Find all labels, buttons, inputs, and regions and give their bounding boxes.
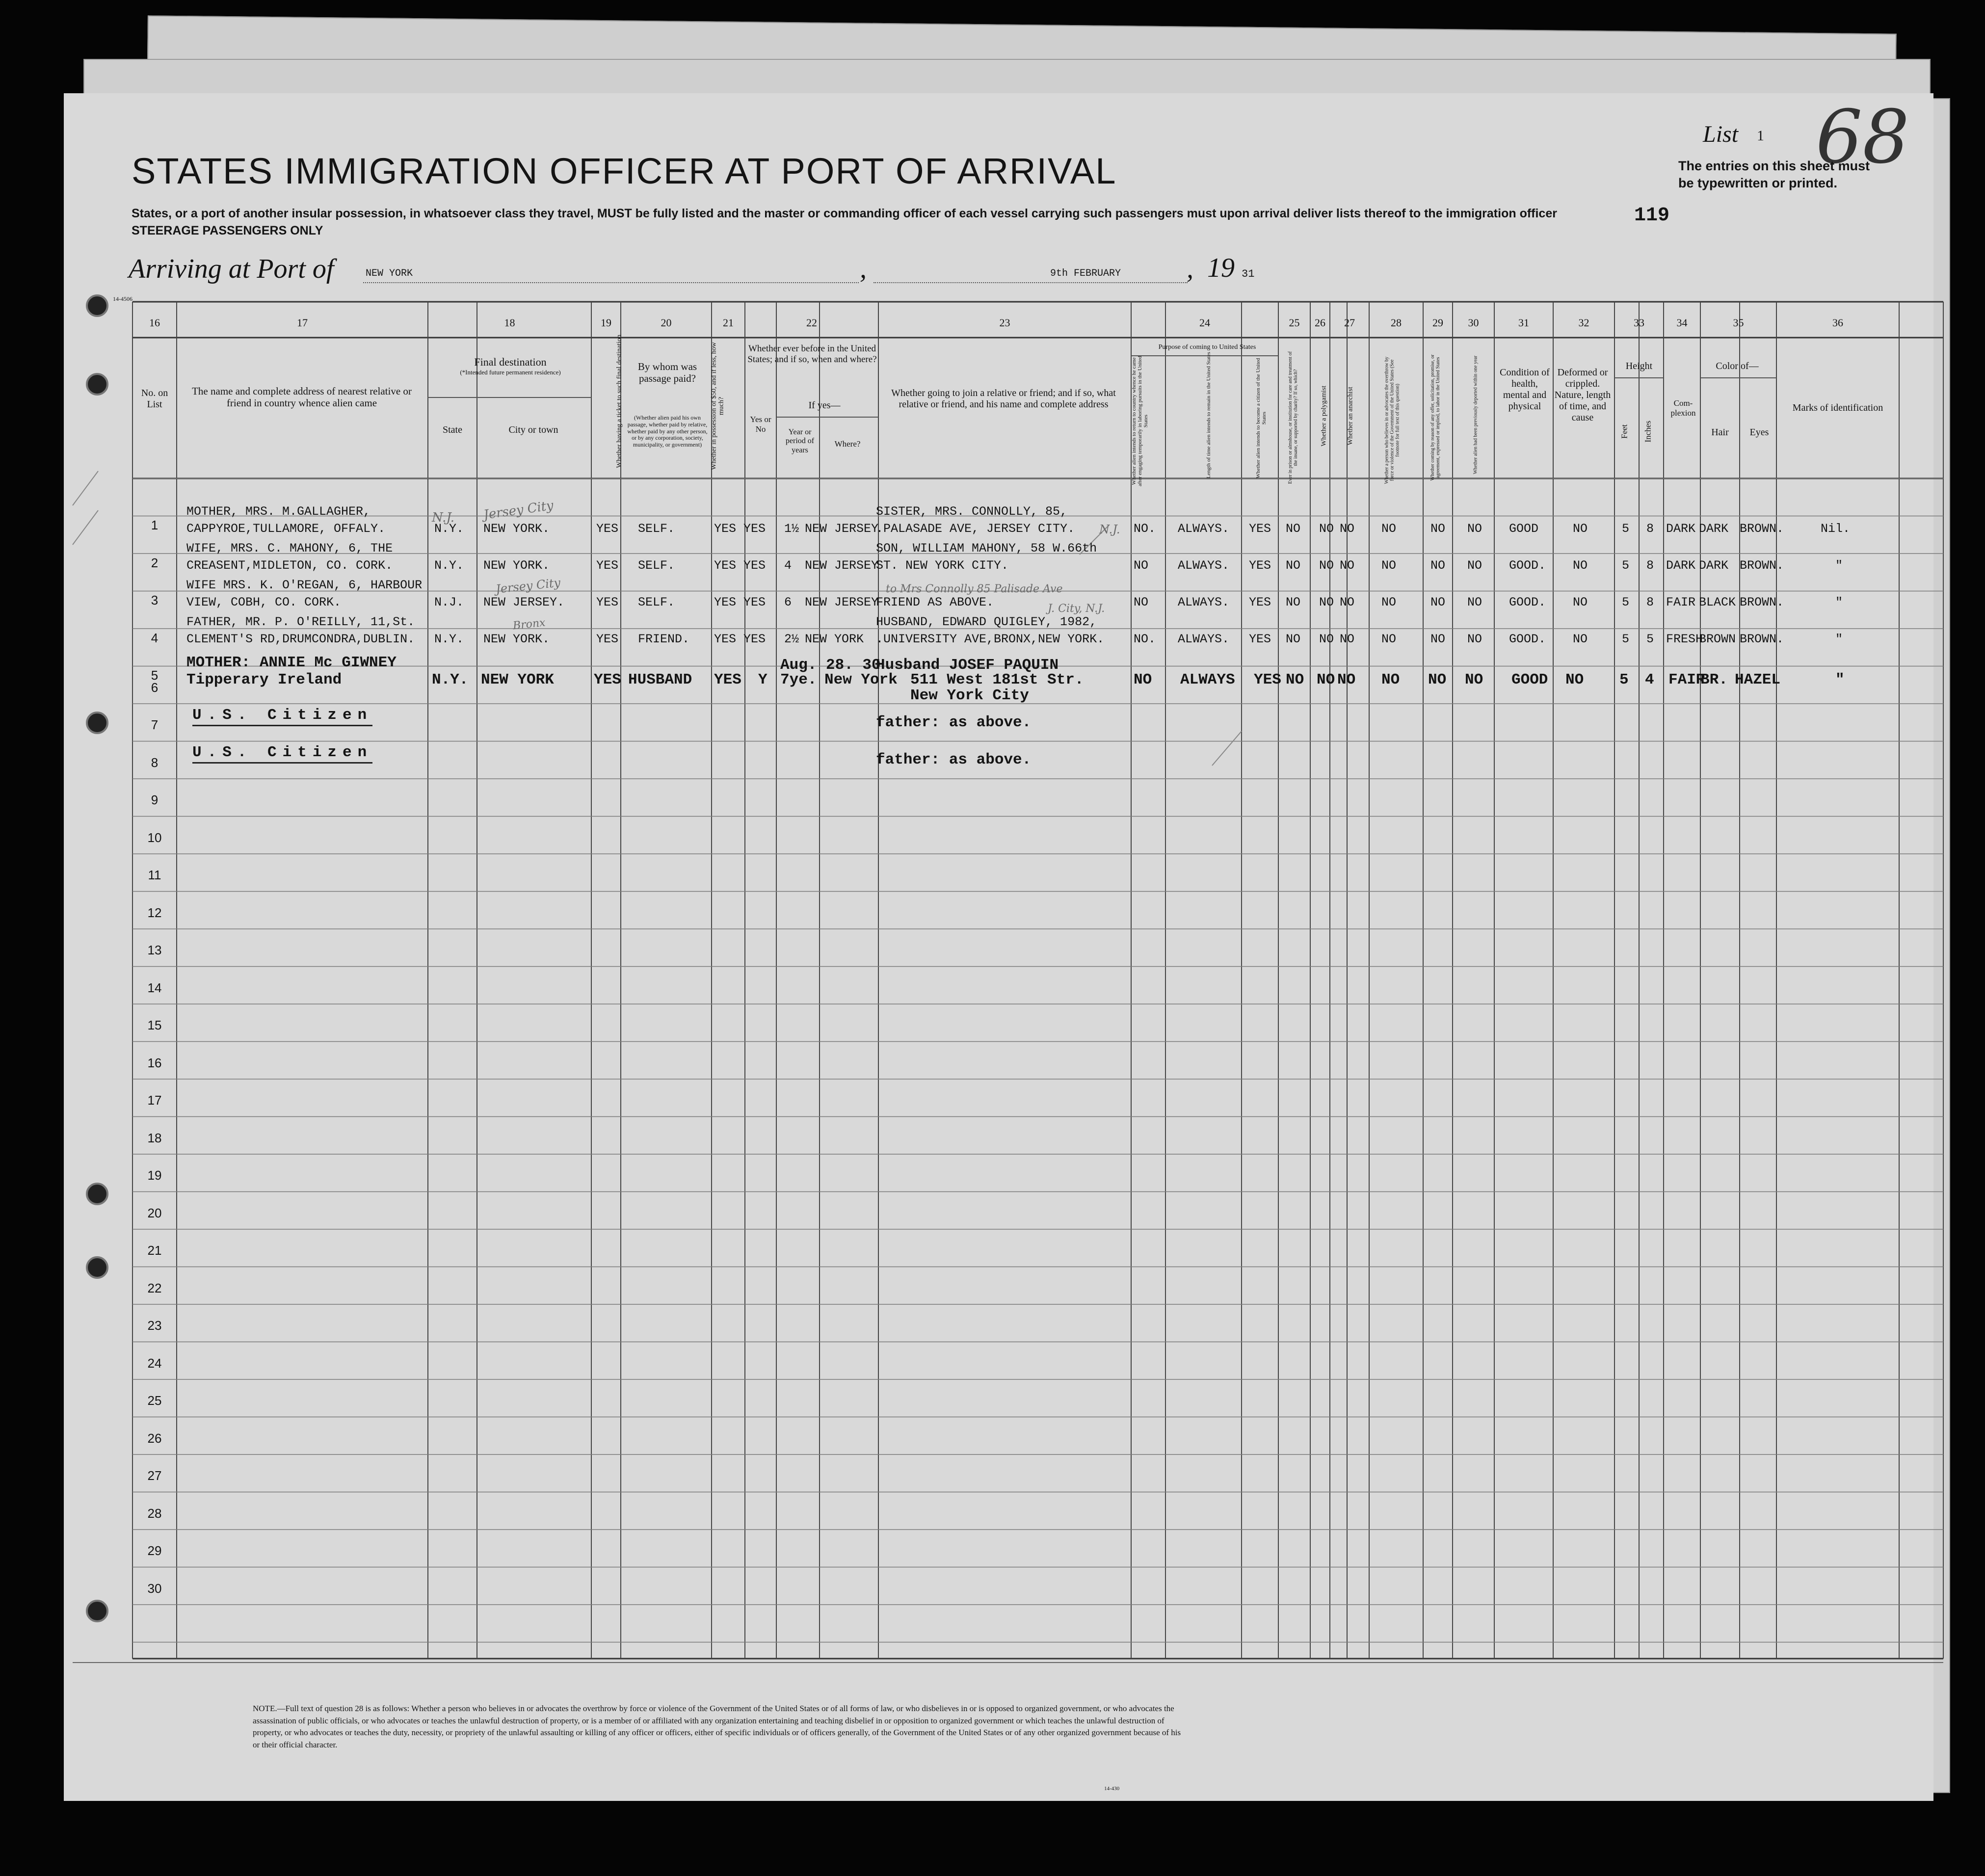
row-number: 25: [147, 1393, 162, 1408]
col-32-header: Deformed or crippled. Nature, length of time, and cause: [1554, 367, 1611, 423]
anarchist: NO: [1340, 632, 1355, 646]
column-number: 28: [1391, 317, 1402, 329]
col-23-header: Whether going to join a relative or friend; and if so, what relative or friend, and his name and complete address: [891, 388, 1116, 410]
comma: ,: [860, 254, 867, 284]
col-28: NO: [1381, 522, 1397, 536]
row-number: 1: [151, 518, 159, 532]
row-number: 8: [151, 755, 159, 770]
inches: 8: [1646, 595, 1654, 609]
arrival-date: 9th FEBRUARY: [1050, 268, 1121, 279]
feet: 5: [1622, 595, 1630, 609]
row-number: 13: [147, 943, 162, 957]
relative-line-2: VIEW, COBH, CO. CORK.: [186, 595, 342, 609]
column-number: 31: [1518, 317, 1529, 329]
column-number: 33: [1634, 317, 1644, 329]
marks: ": [1835, 671, 1845, 688]
hair: BLACK: [1699, 595, 1736, 609]
complexion: FAIR: [1666, 595, 1696, 609]
row-number: 21: [147, 1243, 162, 1258]
hair: DARK: [1699, 558, 1729, 573]
col-24b-header: Length of time alien intends to remain in the United States: [1205, 352, 1212, 478]
handwritten-city-4: Bronx: [512, 616, 546, 633]
health: GOOD.: [1509, 595, 1546, 609]
polygamist: NO: [1317, 671, 1335, 688]
relative-line-1: WIFE, MRS. C. MAHONY, 6, THE: [186, 541, 393, 555]
return: NO: [1134, 558, 1149, 573]
anarchist: NO: [1340, 522, 1355, 536]
complexion: FAIR: [1668, 671, 1705, 688]
join-note: father: as above.: [876, 714, 1032, 731]
dest-city: NEW YORK.: [483, 558, 550, 573]
footer-code: 14-430: [1104, 1786, 1120, 1792]
hair: BROWN: [1699, 632, 1736, 646]
return: NO.: [1134, 522, 1156, 536]
been-before: YES: [743, 632, 766, 646]
handwritten-city-3: Jersey City: [495, 576, 561, 596]
paid-by: FRIEND.: [638, 632, 690, 646]
join-line-2: FRIEND AS ABOVE.: [876, 595, 994, 609]
column-number: 16: [149, 317, 160, 329]
col-22-header: Whether ever before in the United States; and if so, when and where?: [747, 343, 877, 365]
where: NEW JERSEY: [805, 595, 879, 609]
intends-citizen: YES: [1249, 595, 1271, 609]
dest-state: N.Y.: [432, 671, 469, 688]
col-20-sub: (Whether alien paid his own passage, whether paid by relative, whether paid by any other person, or by any corporation, society, municipality, or government): [627, 414, 708, 449]
col-29: NO: [1430, 632, 1446, 646]
col-24c-header: Whether alien intends to become a citizen of the United States: [1255, 358, 1267, 478]
money: YES: [714, 558, 737, 573]
column-number: 36: [1832, 317, 1843, 329]
been-before: YES: [743, 522, 766, 536]
feet: 5: [1619, 671, 1629, 688]
instruction-line-1: States, or a port of another insular possession, in whatsoever class they travel, MUST be fully listed and the master or commanding officer of each vessel carrying such passengers must upon arrival deliver lists thereof to the immigration officer: [132, 207, 1557, 220]
paid-by: SELF.: [638, 558, 675, 573]
inches: 5: [1646, 632, 1654, 646]
handwritten-city-1: Jersey City: [482, 498, 555, 523]
col-21-header: Whether in possession of $50, and if less, how much?: [710, 342, 725, 470]
years-b: 7ye.: [780, 671, 817, 688]
relative-line-2: Tipperary Ireland: [186, 671, 342, 688]
feet: 5: [1622, 632, 1630, 646]
ticket: YES: [596, 558, 619, 573]
hair: DARK: [1699, 522, 1729, 536]
column-number: 22: [806, 317, 817, 329]
row-number: 22: [147, 1280, 162, 1295]
col-30-header: Whether alien had been previously deported within one year: [1473, 355, 1479, 475]
col-29: NO: [1430, 558, 1446, 573]
prison: NO: [1286, 522, 1301, 536]
complexion: DARK: [1666, 558, 1696, 573]
col-18-state: State: [443, 424, 462, 435]
prison: NO: [1286, 595, 1301, 609]
marks: Nil.: [1821, 522, 1851, 536]
deformed: NO: [1573, 522, 1588, 536]
year-prefix: 19: [1207, 253, 1235, 283]
dest-city: NEW YORK: [481, 671, 554, 688]
col-24a-header: Whether alien intends to return to country whence he came after engaging temporarily in laboring pursuits in the United States: [1131, 356, 1149, 487]
dest-state: N.Y.: [434, 522, 464, 536]
relative-line-1: MOTHER: ANNIE Mc GIWNEY: [186, 654, 397, 671]
money: YES: [714, 671, 741, 688]
length-of-stay: ALWAYS: [1180, 671, 1235, 688]
length-of-stay: ALWAYS.: [1178, 558, 1230, 573]
col-29: NO: [1430, 522, 1446, 536]
typewritten-note-1: The entries on this sheet must: [1678, 159, 1870, 173]
row-number: 17: [147, 1093, 162, 1108]
col-30: NO: [1467, 558, 1482, 573]
col-19-header: Whether having a ticket to such final destination: [615, 334, 623, 468]
join-line-3: New York City: [910, 687, 1029, 704]
feet: 5: [1622, 558, 1630, 573]
handwritten-join-3: to Mrs Connolly 85 Palisade Ave: [886, 583, 1063, 595]
col-34-header: Com-plexion: [1670, 398, 1696, 418]
col-35-eyes: Eyes: [1749, 427, 1769, 438]
intends-citizen: YES: [1249, 558, 1271, 573]
complexion: DARK: [1666, 522, 1696, 536]
col-35-hair: Hair: [1711, 427, 1729, 438]
marks: ": [1835, 595, 1843, 609]
been-before: YES: [743, 595, 766, 609]
health: GOOD: [1509, 522, 1539, 536]
col-27-header: Whether an anarchist: [1347, 387, 1354, 446]
column-number: 29: [1432, 317, 1443, 329]
feet: 5: [1622, 522, 1630, 536]
row-number: 2: [151, 555, 159, 570]
dest-city: NEW YORK.: [483, 632, 550, 646]
col-33-header: Height: [1625, 361, 1653, 371]
return: NO: [1134, 595, 1149, 609]
health: GOOD: [1511, 671, 1548, 688]
deformed: NO: [1573, 632, 1588, 646]
join-line-2: .UNIVERSITY AVE,BRONX,NEW YORK.: [876, 632, 1105, 646]
ticket: YES: [596, 632, 619, 646]
eyes: BROWN.: [1740, 558, 1784, 573]
polygamist: NO: [1319, 595, 1334, 609]
row-number: 30: [147, 1581, 162, 1596]
form-code: 14-4506: [113, 295, 132, 302]
relative-line-2: CAPPYROE,TULLAMORE, OFFALY.: [186, 522, 386, 536]
row-number: 3: [151, 593, 159, 608]
column-number: 27: [1344, 317, 1355, 329]
col-30: NO: [1467, 632, 1482, 646]
row-number: 16: [147, 1055, 162, 1070]
paid-by: SELF.: [638, 595, 675, 609]
column-number: 30: [1468, 317, 1479, 329]
column-number: 19: [601, 317, 611, 329]
pen-mark: [1212, 731, 1242, 766]
page-number: 68: [1816, 95, 1909, 180]
row-number: 24: [147, 1355, 162, 1371]
row-number: 7: [151, 717, 159, 732]
row-number: 27: [147, 1468, 162, 1483]
intends-citizen: YES: [1249, 632, 1271, 646]
stamp-number: 119: [1634, 205, 1670, 227]
col-28: NO: [1381, 558, 1397, 573]
join-note: father: as above.: [876, 751, 1032, 768]
health: GOOD.: [1509, 632, 1546, 646]
row-number: 28: [147, 1506, 162, 1521]
col-30: NO: [1467, 522, 1482, 536]
intends-citizen: YES: [1254, 671, 1281, 688]
where: NEW YORK: [805, 632, 864, 646]
list-number: 1: [1757, 128, 1764, 144]
dest-state: N.Y.: [434, 632, 464, 646]
money: YES: [714, 595, 737, 609]
ticket: YES: [596, 595, 619, 609]
col-18-header: Final destination: [474, 356, 547, 368]
marks: ": [1835, 558, 1843, 573]
join-line-1: SON, WILLIAM MAHONY, 58 W.66th: [876, 541, 1097, 555]
relative-line-1: FATHER, MR. P. O'REILLY, 11,St.: [186, 615, 415, 629]
col-36-header: Marks of identification: [1792, 402, 1883, 413]
row-number: 23: [147, 1318, 162, 1333]
anarchist: NO: [1340, 558, 1355, 573]
comma2: ,: [1187, 254, 1193, 284]
instruction-line-2: STEERAGE PASSENGERS ONLY: [132, 224, 323, 238]
handwritten-state-1: N.J.: [432, 510, 455, 525]
col-18-city: City or town: [508, 424, 558, 435]
relative-line-2: CREASENT,MIDLETON, CO. CORK.: [186, 558, 393, 573]
col-30: NO: [1467, 595, 1482, 609]
inches: 8: [1646, 522, 1654, 536]
years-a: Aug. 28. 30: [780, 657, 881, 674]
col-28: NO: [1381, 595, 1397, 609]
where: NEW JERSEY: [805, 522, 879, 536]
return: NO: [1134, 671, 1152, 688]
polygamist: NO: [1319, 522, 1334, 536]
dest-state: N.J.: [434, 595, 464, 609]
years: 4: [784, 558, 792, 573]
health: GOOD.: [1509, 558, 1546, 573]
year-suffix: 31: [1242, 268, 1255, 280]
money: YES: [714, 522, 737, 536]
where: NEW JERSEY: [805, 558, 879, 573]
row-number: 18: [147, 1130, 162, 1145]
eyes: HAZEL: [1735, 671, 1781, 688]
ticket: YES: [594, 671, 621, 688]
deformed: NO: [1573, 595, 1588, 609]
column-number: 24: [1199, 317, 1210, 329]
col-17-header: The name and complete address of nearest relative or friend in country whence alien came: [192, 385, 412, 409]
prison: NO: [1286, 632, 1301, 646]
row-number: 29: [147, 1543, 162, 1558]
inches: 4: [1645, 671, 1654, 688]
col-30: NO: [1465, 671, 1483, 688]
join-line-1: SISTER, MRS. CONNOLLY, 85,: [876, 504, 1068, 519]
column-number: 35: [1733, 317, 1744, 329]
dest-city: NEW YORK.: [483, 522, 550, 536]
deformed: NO: [1565, 671, 1584, 688]
inches: 8: [1646, 558, 1654, 573]
paid-by: SELF.: [638, 522, 675, 536]
join-line-1: HUSBAND, EDWARD QUIGLEY, 1982,: [876, 615, 1097, 629]
row-number: 10: [147, 830, 162, 845]
been-before: Y: [758, 671, 768, 688]
col-28: NO: [1381, 632, 1397, 646]
typewritten-note-2: be typewritten or printed.: [1678, 176, 1838, 190]
prison: NO: [1286, 558, 1301, 573]
years: 6: [784, 595, 792, 609]
been-before: YES: [743, 558, 766, 573]
dest-state: N.Y.: [434, 558, 464, 573]
join-line-1: Husband JOSEF PAQUIN: [876, 657, 1059, 674]
column-number: 32: [1578, 317, 1589, 329]
column-number: 25: [1289, 317, 1300, 329]
column-number: 20: [661, 317, 672, 329]
eyes: BROWN.: [1740, 522, 1784, 536]
col-24-header: Purpose of coming to United States: [1158, 343, 1256, 351]
relative-line-2: CLEMENT'S RD,DRUMCONDRA,DUBLIN.: [186, 632, 415, 646]
handwritten-join-1: N.J.: [1099, 523, 1120, 536]
col-31-header: Condition of health, mental and physical: [1500, 367, 1550, 412]
col-18-sub: (*Intended future permanent residence): [460, 369, 561, 376]
anarchist: NO: [1340, 595, 1355, 609]
years: 2½: [784, 632, 799, 646]
footnote: NOTE.—Full text of question 28 is as follows: Whether a person who believes in or advocates the overthrow by force or violence of the Government of the United States or of all forms of law, or who disbelieves in or is opposed to organized government, or who advocates the assassination of public officials, or who advocates or teaches the unlawful destruction of property, or is a member of or affiliated with any organization entertaining and teaching disbelief in or opposition to organized government or which teaches the unlawful destruction of property, or who advocates or teaches the duty, necessity, or propriety of the unlawful assaulting or killing of any officer or officers, either of specific individuals or of officers generally, of the Government of the United States or of any other organized government because of his or their official character.: [253, 1704, 1181, 1749]
money: YES: [714, 632, 737, 646]
us-citizen-note: U.S. Citizen: [192, 708, 372, 726]
row-number: 26: [147, 1430, 162, 1446]
relative-line-1: WIFE MRS. K. O'REGAN, 6, HARBOUR: [186, 578, 423, 592]
form-title: STATES IMMIGRATION OFFICER AT PORT OF ARRIVAL: [132, 151, 1117, 191]
col-35-header: Color of—: [1716, 361, 1759, 371]
relative-line-1: MOTHER, MRS. M.GALLAGHER,: [186, 504, 371, 519]
row-number: 14: [147, 980, 162, 995]
row-number: 12: [147, 905, 162, 920]
col-16-header: No. on List: [141, 388, 168, 410]
column-number: 21: [723, 317, 734, 329]
col-28-header: Whether a person who believes in or advocates the overthrow by force or violence of the Government of the United States (See footnote for full text of this question): [1384, 356, 1401, 484]
col-29: NO: [1428, 671, 1447, 688]
us-citizen-note: U.S. Citizen: [192, 745, 372, 764]
col-33-feet: Feet: [1619, 424, 1629, 439]
column-number: 34: [1676, 317, 1688, 329]
dest-city: NEW JERSEY.: [483, 595, 565, 609]
row-number: 4: [151, 630, 159, 645]
where: New York: [824, 671, 898, 688]
arriving-label: Arriving at Port of: [129, 254, 334, 284]
col-26-header: Whether a polygamist: [1320, 385, 1328, 447]
hair: BR.: [1700, 671, 1728, 688]
years: 1½: [784, 522, 799, 536]
row-number: 9: [151, 793, 159, 807]
col-25-header: Ever in prison or almshouse, or institution for care and treatment of the insane, or supported by charity? If so, which?: [1288, 351, 1298, 484]
length-of-stay: ALWAYS.: [1178, 632, 1230, 646]
row-number: 5: [151, 668, 159, 683]
row-number: 15: [147, 1018, 162, 1032]
column-number: 23: [999, 317, 1010, 329]
paid-by: HUSBAND: [628, 671, 692, 688]
deformed: NO: [1573, 558, 1588, 573]
col-29-header: Whether coming by reason of any offer, solicitation, promise, or agreement, expressed or implied, to labor in the United States: [1430, 354, 1441, 481]
handwritten-join-3b: J. City, N.J.: [1048, 603, 1105, 615]
eyes: BROWN.: [1740, 595, 1784, 609]
marks: ": [1835, 632, 1843, 646]
col-22-if: If yes—: [808, 400, 841, 411]
col-20-header: By whom was passage paid?: [637, 361, 697, 385]
col-22-year: Year or period of years: [785, 428, 815, 454]
stray-mark: [73, 510, 98, 545]
row-number: 20: [147, 1205, 162, 1220]
ticket: YES: [596, 522, 619, 536]
row-number: 6: [151, 680, 159, 695]
stray-mark: [73, 471, 98, 505]
port-name: NEW YORK: [366, 268, 413, 279]
return: NO.: [1134, 632, 1156, 646]
col-29: NO: [1430, 595, 1446, 609]
row-number: 11: [148, 868, 161, 882]
intends-citizen: YES: [1249, 522, 1271, 536]
join-line-2: ST. NEW YORK CITY.: [876, 558, 1009, 573]
list-label: List: [1703, 121, 1739, 147]
polygamist: NO: [1319, 558, 1334, 573]
prison: NO: [1286, 671, 1304, 688]
col-22-yes: Yes or No: [750, 415, 771, 434]
polygamist: NO: [1319, 632, 1334, 646]
join-line-2: 511 West 181st Str.: [910, 671, 1084, 688]
col-33-inches: Inches: [1643, 421, 1653, 443]
complexion: FRESH: [1666, 632, 1703, 646]
column-number: 18: [504, 317, 515, 329]
join-line-2: .PALASADE AVE, JERSEY CITY.: [876, 522, 1075, 536]
anarchist: NO: [1337, 671, 1356, 688]
column-number: 17: [297, 317, 308, 329]
column-number: 26: [1315, 317, 1325, 329]
col-22-where: Where?: [834, 439, 861, 449]
length-of-stay: ALWAYS.: [1178, 522, 1230, 536]
eyes: BROWN.: [1740, 632, 1784, 646]
row-number: 19: [147, 1168, 162, 1183]
col-28: NO: [1381, 671, 1400, 688]
length-of-stay: ALWAYS.: [1178, 595, 1230, 609]
